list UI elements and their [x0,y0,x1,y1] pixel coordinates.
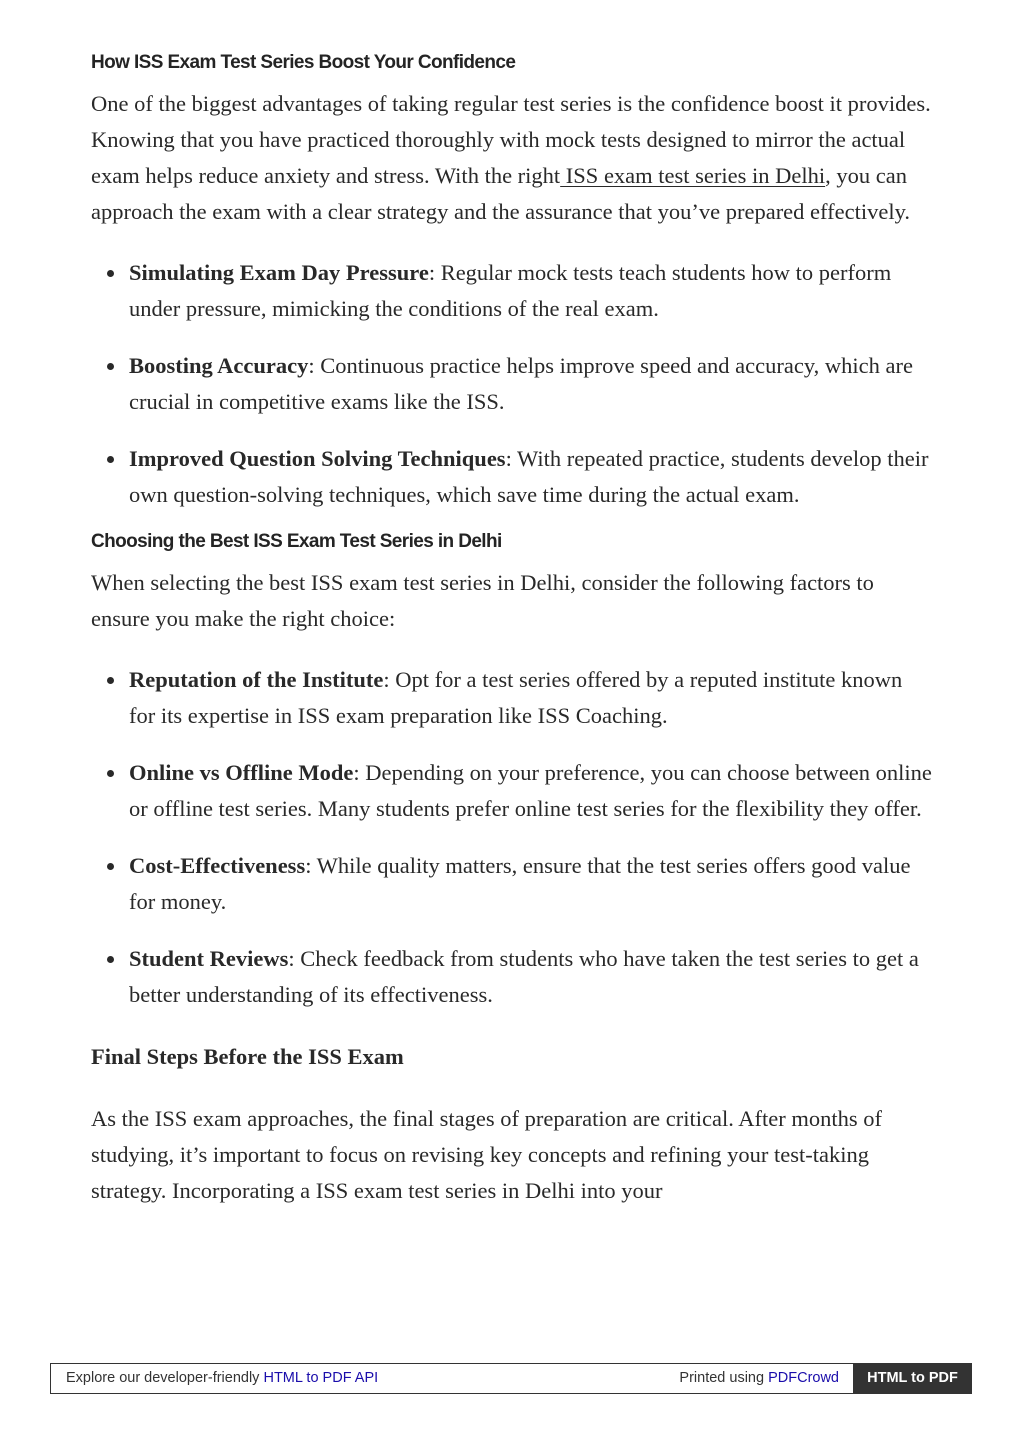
list-item-term: Online vs Offline Mode [129,760,354,785]
list-item-text: : Opt for a test series offered by a reputed institute known for its expertise in ISS exam preparation like ISS Coaching. [129,667,903,728]
list-item [129,255,933,327]
paragraph-text: One of the biggest advantages of taking regular test series is the confidence boost it provides. Knowing that you have practiced thoroughly with mock tests designed to mirror the actual exam helps reduce anxiety and stress. With the right [91,91,931,188]
choosing-list [91,662,933,1013]
section-heading-choosing: Choosing the Best ISS Exam Test Series in Delhi [91,531,502,552]
html-to-pdf-badge[interactable]: HTML to PDF [853,1363,972,1394]
list-item-text: : Depending on your preference, you can choose between online or offline test series. Many students prefer online test series for the flexibility they offer. [129,760,932,821]
list-item-text: : With repeated practice, students develop their own question-solving techniques, which save time during the actual exam. [129,446,929,507]
list-item-text: : Check feedback from students who have taken the test series to get a better understanding of its effectiveness. [129,946,919,1007]
list-item [129,848,933,920]
pdfcrowd-link[interactable]: PDFCrowd [768,1370,839,1386]
list-item [129,755,933,827]
list-item-term: Cost-Effectiveness [129,853,306,878]
list-item-term: Student Reviews [129,946,289,971]
iss-test-series-link[interactable]: ISS exam test series in Delhi [560,163,826,188]
pdfcrowd-footer [50,1363,972,1394]
paragraph-choosing: When selecting the best ISS exam test series in Delhi, consider the following factors to ensure you make the right choice: [91,570,874,631]
confidence-list [91,255,933,513]
paragraph-final-steps: As the ISS exam approaches, the final stages of preparation are critical. After months of studying, it’s important to focus on revising key concepts and refining your test-taking strategy. Incorporating a ISS exam test series in Delhi into your [91,1106,882,1203]
list-item [129,348,933,420]
footer-left-text: Explore our developer-friendly [66,1370,264,1386]
list-item-term: Simulating Exam Day Pressure [129,260,429,285]
paragraph-confidence [91,86,933,230]
footer-left [66,1364,378,1393]
list-item-term: Reputation of the Institute [129,667,384,692]
list-item-term: Boosting Accuracy [129,353,309,378]
footer-right-text: Printed using [679,1370,769,1386]
list-item-term: Improved Question Solving Techniques [129,446,506,471]
list-item-text: : Continuous practice helps improve speed and accuracy, which are crucial in competitive exams like the ISS. [129,353,913,414]
section-heading-confidence: How ISS Exam Test Series Boost Your Confidence [91,52,516,73]
list-item [129,441,933,513]
section-heading-final-steps: Final Steps Before the ISS Exam [91,1044,404,1069]
list-item-text: : Regular mock tests teach students how to perform under pressure, mimicking the conditions of the real exam. [129,260,892,321]
paragraph-text: , you can approach the exam with a clear strategy and the assurance that you’ve prepared effectively. [91,163,910,224]
footer-right [679,1364,839,1393]
html-to-pdf-api-link[interactable]: HTML to PDF API [263,1370,379,1386]
list-item-text: : While quality matters, ensure that the test series offers good value for money. [129,853,911,914]
list-item [129,662,933,734]
list-item [129,941,933,1013]
article-content [91,48,933,1209]
